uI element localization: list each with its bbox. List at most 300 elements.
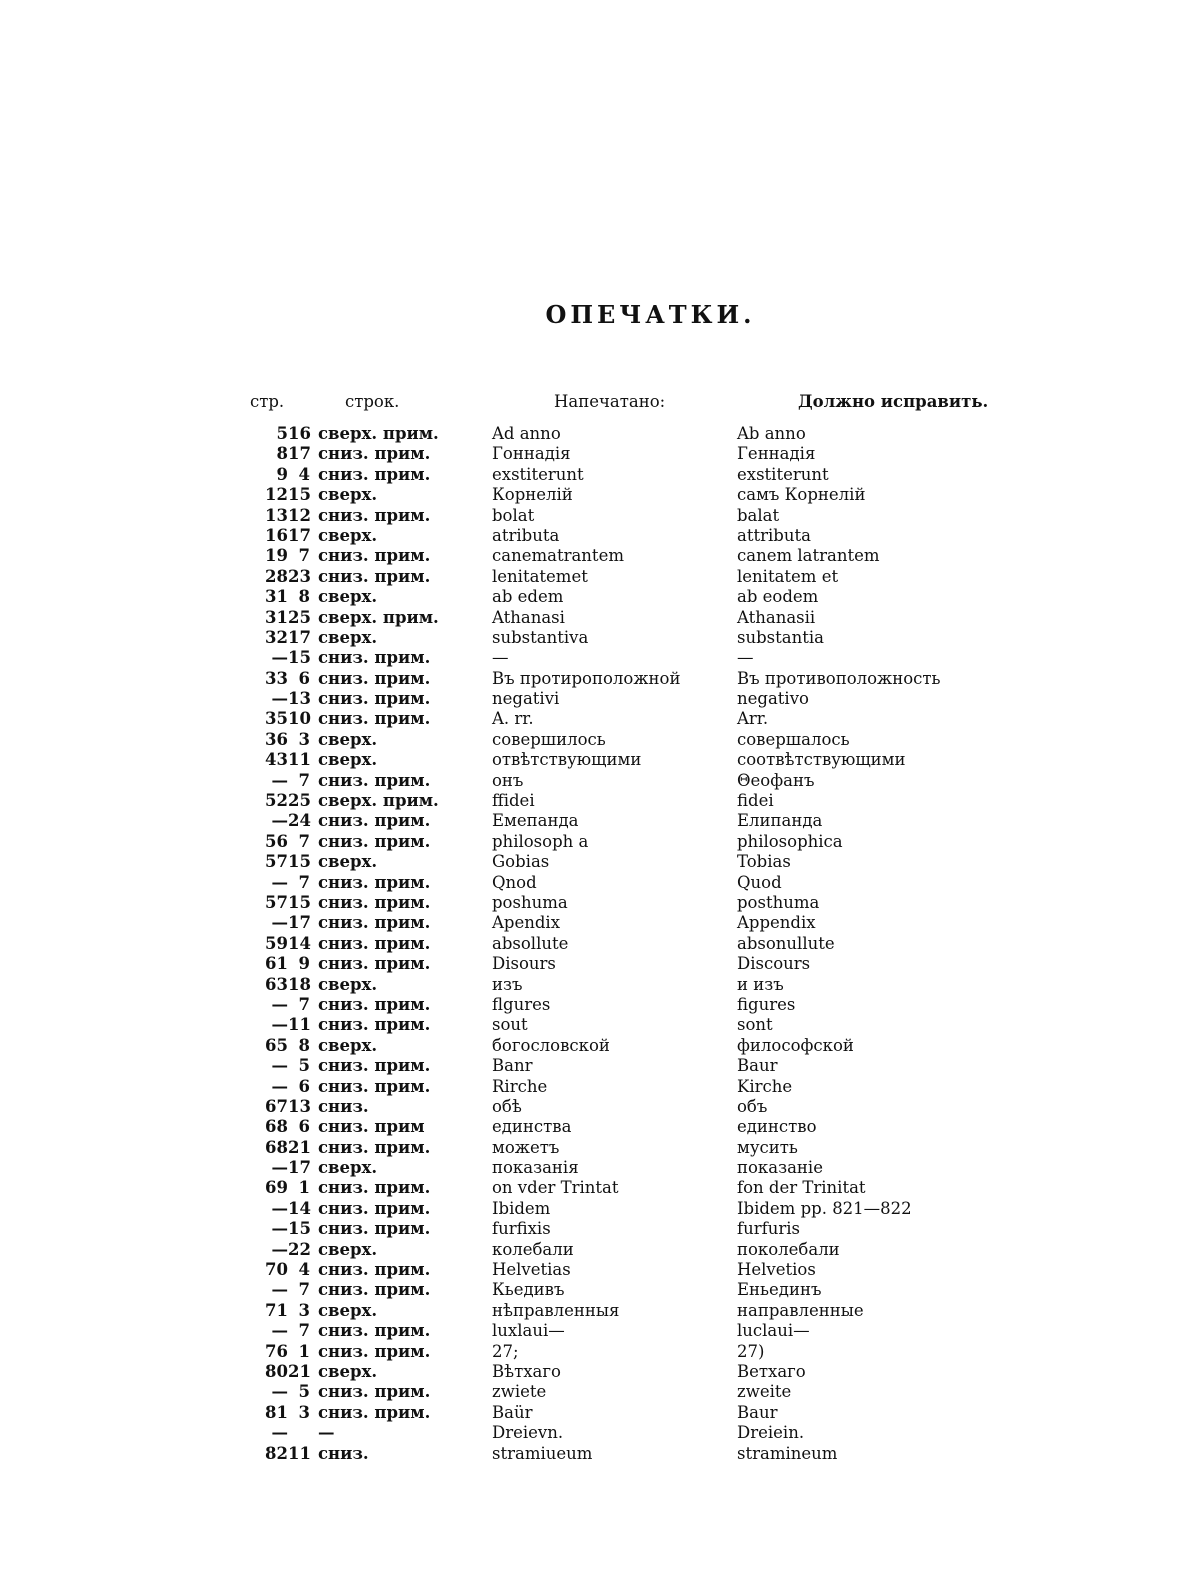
cell-line-position: сниз. прим. — [318, 892, 431, 912]
header-page: стр. — [250, 392, 285, 411]
cell-correction: furfuris — [737, 1219, 800, 1239]
table-row — [240, 934, 1000, 954]
cell-printed: Ad anno — [492, 424, 561, 443]
cell-line-number: 15 — [288, 852, 311, 872]
table-row — [240, 791, 1000, 811]
table-row — [240, 750, 1000, 770]
table-row — [240, 1301, 1000, 1321]
cell-line-position: сверх. — [318, 750, 378, 770]
cell-line-position: сниз. прим. — [318, 811, 431, 831]
cell-printed: Гоннадія — [492, 444, 571, 464]
cell-line-position: сниз. прим. — [318, 709, 431, 729]
table-row — [240, 893, 1000, 913]
cell-line-position: сниз. прим. — [318, 1178, 431, 1198]
cell-line-position: сниз. прим. — [318, 546, 431, 566]
cell-printed: богословской — [492, 1035, 610, 1055]
cell-correction: Baur — [737, 1056, 778, 1076]
cell-printed: 27; — [492, 1341, 519, 1361]
table-row — [240, 1423, 1000, 1443]
cell-correction: zweite — [737, 1382, 792, 1402]
cell-line-number: 21 — [288, 1137, 311, 1157]
table-row — [240, 811, 1000, 831]
cell-printed: Qnod — [492, 872, 537, 892]
cell-line-number: 18 — [288, 974, 311, 994]
cell-page: — — [271, 811, 288, 831]
cell-printed: колебали — [492, 1239, 574, 1259]
cell-page: 65 — [265, 1035, 288, 1055]
table-body — [240, 424, 1000, 1464]
cell-line-position: сниз. прим. — [318, 444, 431, 464]
cell-correction: направленные — [737, 1300, 864, 1320]
table-row — [240, 608, 1000, 628]
cell-line-position: сверх. — [318, 587, 378, 607]
header-printed: Напечатано: — [554, 392, 666, 411]
header-line: строк. — [345, 392, 400, 411]
cell-line-number: 3 — [298, 1300, 310, 1320]
cell-line-number: 25 — [288, 607, 311, 627]
cell-correction: Dreiein. — [737, 1423, 805, 1443]
table-row — [240, 852, 1000, 872]
cell-line-position: сниз. прим. — [318, 954, 431, 974]
cell-page: — — [271, 994, 288, 1014]
cell-printed: A. rr. — [492, 709, 534, 729]
cell-correction: Tobias — [737, 852, 791, 872]
cell-correction: — — [737, 648, 754, 668]
cell-line-number: 7 — [298, 872, 310, 892]
cell-line-position: сниз. прим. — [318, 505, 431, 525]
cell-line-number: 4 — [298, 1260, 310, 1280]
table-row — [240, 913, 1000, 933]
cell-line-number: 13 — [288, 689, 311, 709]
cell-printed: exstiterunt — [492, 464, 584, 484]
cell-line-position: сверх. — [318, 1361, 378, 1381]
header-correct: Должно исправить. — [798, 392, 989, 411]
cell-line-position: сниз. прим. — [318, 668, 431, 688]
cell-line-position: сниз. прим. — [318, 648, 431, 668]
table-row — [240, 1342, 1000, 1362]
cell-correction: Baur — [737, 1402, 778, 1422]
cell-printed: canematrantem — [492, 546, 624, 566]
cell-page: 36 — [265, 729, 288, 749]
cell-line-position: сниз. прим. — [318, 566, 431, 586]
table-row — [240, 648, 1000, 668]
cell-line-number: 4 — [298, 464, 310, 484]
cell-page: — — [271, 1198, 288, 1218]
cell-printed: flgures — [492, 994, 551, 1014]
cell-page: 28 — [265, 566, 288, 586]
cell-line-position: сниз. прим. — [318, 1137, 431, 1157]
cell-printed: Ibidem — [492, 1198, 551, 1218]
table-row — [240, 567, 1000, 587]
cell-page: 5 — [276, 424, 288, 443]
cell-correction: exstiterunt — [737, 464, 829, 484]
cell-correction: Ibidem pp. 821—822 — [737, 1198, 912, 1218]
cell-page: 63 — [265, 974, 288, 994]
cell-correction: Въ противоположность — [737, 668, 941, 688]
cell-printed: обѣ — [492, 1096, 522, 1116]
table-row — [240, 444, 1000, 464]
table-row — [240, 424, 1000, 444]
cell-page: — — [271, 1219, 288, 1239]
cell-page: 32 — [265, 627, 288, 647]
cell-correction: единство — [737, 1117, 817, 1137]
cell-page: 43 — [265, 750, 288, 770]
cell-page: 19 — [265, 546, 288, 566]
cell-line-number: 17 — [288, 627, 311, 647]
cell-printed: изъ — [492, 974, 523, 994]
cell-line-position: сниз. прим. — [318, 872, 431, 892]
cell-correction: философской — [737, 1035, 854, 1055]
cell-correction: мусить — [737, 1137, 798, 1157]
cell-printed: показанія — [492, 1158, 579, 1178]
cell-line-number: 25 — [288, 791, 311, 811]
cell-correction: sont — [737, 1015, 773, 1035]
cell-line-number: 23 — [288, 566, 311, 586]
cell-line-position: сниз. прим. — [318, 1076, 431, 1096]
cell-line-position: сниз. прим. — [318, 770, 431, 790]
table-row — [240, 873, 1000, 893]
cell-page: — — [271, 770, 288, 790]
cell-line-position: сниз. прим. — [318, 1341, 431, 1361]
cell-printed: lenitatemet — [492, 566, 588, 586]
cell-page: 57 — [265, 892, 288, 912]
cell-line-number: 5 — [298, 1382, 310, 1402]
cell-printed: luxlaui— — [492, 1321, 565, 1341]
cell-line-position: сниз. — [318, 1096, 369, 1116]
cell-printed: Кьедивъ — [492, 1280, 565, 1300]
table-row — [240, 546, 1000, 566]
cell-line-number: 3 — [298, 729, 310, 749]
cell-line-number: 7 — [298, 1321, 310, 1341]
cell-page: 9 — [276, 464, 288, 484]
cell-page: 8 — [276, 444, 288, 464]
cell-line-position: сниз. прим. — [318, 994, 431, 1014]
cell-line-number: 11 — [288, 1443, 311, 1463]
cell-page: 35 — [265, 709, 288, 729]
cell-line-position: сниз. прим. — [318, 1280, 431, 1300]
cell-line-number: 15 — [288, 485, 311, 505]
cell-correction: совершалось — [737, 729, 850, 749]
cell-page: 59 — [265, 933, 288, 953]
cell-line-position: сниз. прим. — [318, 1219, 431, 1239]
cell-page: 80 — [265, 1361, 288, 1381]
cell-line-number: 24 — [288, 811, 311, 831]
cell-line-number: 11 — [288, 1015, 311, 1035]
cell-page: 52 — [265, 791, 288, 811]
cell-correction: Геннадія — [737, 444, 816, 464]
cell-page: 68 — [265, 1137, 288, 1157]
cell-line-position: сверх. прим. — [318, 424, 439, 443]
cell-line-number: 3 — [298, 1402, 310, 1422]
cell-line-position: сниз. прим. — [318, 1056, 431, 1076]
table-row — [240, 1077, 1000, 1097]
cell-line-position: сниз. прим. — [318, 464, 431, 484]
table-row — [240, 1382, 1000, 1402]
table-row — [240, 587, 1000, 607]
cell-page: — — [271, 1158, 288, 1178]
cell-correction: attributa — [737, 525, 811, 545]
cell-page: 16 — [265, 525, 288, 545]
table-row — [240, 730, 1000, 750]
cell-correction: показаніе — [737, 1158, 823, 1178]
cell-page: 70 — [265, 1260, 288, 1280]
table-row — [240, 771, 1000, 791]
cell-correction: Ветхаго — [737, 1361, 806, 1381]
cell-line-number: 7 — [298, 770, 310, 790]
table-row — [240, 1158, 1000, 1178]
cell-line-position: сниз. прим. — [318, 831, 431, 851]
cell-line-number: 1 — [298, 1341, 310, 1361]
cell-correction: canem latrantem — [737, 546, 880, 566]
cell-line-number: 15 — [288, 648, 311, 668]
cell-page: 69 — [265, 1178, 288, 1198]
cell-line-number: 13 — [288, 1096, 311, 1116]
table-row — [240, 1219, 1000, 1239]
cell-printed: furfixis — [492, 1219, 551, 1239]
table-row — [240, 709, 1000, 729]
cell-line-position: сниз. — [318, 1443, 369, 1463]
table-row — [240, 628, 1000, 648]
cell-printed: philosoph a — [492, 831, 589, 851]
cell-line-number: 17 — [288, 444, 311, 464]
cell-correction: figures — [737, 994, 796, 1014]
cell-correction: Discours — [737, 954, 811, 974]
cell-correction: posthuma — [737, 892, 820, 912]
cell-line-number: 15 — [288, 892, 311, 912]
cell-page: 12 — [265, 485, 288, 505]
page-title: ОПЕЧАТКИ. — [545, 300, 756, 329]
cell-printed: poshuma — [492, 892, 568, 912]
cell-printed: Baür — [492, 1402, 533, 1422]
cell-line-number: 11 — [288, 750, 311, 770]
cell-correction: Еньединъ — [737, 1280, 822, 1300]
cell-line-position: сниз. прим. — [318, 1382, 431, 1402]
cell-page: 82 — [265, 1443, 288, 1463]
table-row — [240, 689, 1000, 709]
cell-page: 56 — [265, 831, 288, 851]
table-row — [240, 1097, 1000, 1117]
cell-line-position: — — [318, 1423, 335, 1443]
cell-line-position: сниз. прим. — [318, 689, 431, 709]
cell-printed: Disours — [492, 954, 556, 974]
cell-page: 57 — [265, 852, 288, 872]
cell-page: 13 — [265, 505, 288, 525]
table-row — [240, 1240, 1000, 1260]
cell-line-position: сверх. — [318, 729, 378, 749]
cell-correction: philosophica — [737, 831, 843, 851]
cell-line-number: 5 — [298, 1056, 310, 1076]
cell-printed: онъ — [492, 770, 524, 790]
cell-line-number: 16 — [288, 424, 311, 443]
cell-printed: bolat — [492, 505, 535, 525]
cell-line-position: сверх. прим. — [318, 791, 439, 811]
table-row — [240, 1199, 1000, 1219]
cell-page: — — [271, 1280, 288, 1300]
cell-page: — — [271, 872, 288, 892]
cell-correction: luclaui— — [737, 1321, 810, 1341]
cell-line-number: 8 — [298, 1035, 310, 1055]
cell-correction: lenitatem et — [737, 566, 839, 586]
cell-line-position: сверх. — [318, 1300, 378, 1320]
cell-line-position: сниз. прим. — [318, 1321, 431, 1341]
cell-page: 31 — [265, 587, 288, 607]
cell-page: — — [271, 1056, 288, 1076]
cell-line-position: сниз. прим. — [318, 1015, 431, 1035]
cell-line-position: сверх. — [318, 974, 378, 994]
cell-correction: Елипанда — [737, 811, 823, 831]
cell-printed: zwiete — [492, 1382, 547, 1402]
cell-correction: Kirche — [737, 1076, 793, 1096]
cell-page: — — [271, 1015, 288, 1035]
cell-printed: единства — [492, 1117, 572, 1137]
cell-correction: Appendix — [737, 913, 816, 933]
cell-line-position: сверх. — [318, 485, 378, 505]
cell-printed: substantiva — [492, 627, 589, 647]
table-row — [240, 1178, 1000, 1198]
cell-printed: absollute — [492, 933, 569, 953]
cell-line-number: 21 — [288, 1361, 311, 1381]
cell-correction: Arr. — [737, 709, 769, 729]
table-row — [240, 1036, 1000, 1056]
table-row — [240, 506, 1000, 526]
table-row — [240, 1362, 1000, 1382]
cell-line-number: 14 — [288, 1198, 311, 1218]
cell-page: — — [271, 1239, 288, 1259]
cell-line-number: 15 — [288, 1219, 311, 1239]
table-header — [240, 392, 1000, 424]
table-row — [240, 1260, 1000, 1280]
cell-line-position: сверх. — [318, 1035, 378, 1055]
table-row — [240, 1280, 1000, 1300]
cell-correction: stramineum — [737, 1443, 838, 1463]
cell-correction: negativo — [737, 689, 809, 709]
table-row — [240, 975, 1000, 995]
cell-printed: stramiueum — [492, 1443, 593, 1463]
table-row — [240, 485, 1000, 505]
cell-correction: balat — [737, 505, 780, 525]
cell-correction: ab eodem — [737, 587, 819, 607]
cell-correction: Quod — [737, 872, 782, 892]
table-row — [240, 954, 1000, 974]
cell-line-number: 1 — [298, 1178, 310, 1198]
cell-page: 61 — [265, 954, 288, 974]
cell-line-number: 17 — [288, 913, 311, 933]
cell-printed: ffidei — [492, 791, 535, 811]
cell-line-position: сниз. прим. — [318, 1198, 431, 1218]
cell-printed: можетъ — [492, 1137, 560, 1157]
table-row — [240, 1015, 1000, 1035]
cell-page: 33 — [265, 668, 288, 688]
cell-line-position: сниз. прим. — [318, 933, 431, 953]
cell-printed: Athanasi — [492, 607, 565, 627]
cell-line-position: сниз. прим. — [318, 1402, 431, 1422]
table-row — [240, 832, 1000, 852]
cell-correction: самъ Корнелій — [737, 485, 866, 505]
cell-line-position: сверх. — [318, 627, 378, 647]
table-row — [240, 1138, 1000, 1158]
cell-printed: Gobias — [492, 852, 550, 872]
cell-correction: absonullute — [737, 933, 835, 953]
cell-printed: Banr — [492, 1056, 533, 1076]
cell-correction: Ab anno — [737, 424, 806, 443]
cell-page: 76 — [265, 1341, 288, 1361]
cell-page: — — [271, 1423, 288, 1443]
cell-line-number: 14 — [288, 933, 311, 953]
cell-correction: Helvetios — [737, 1260, 816, 1280]
cell-page: — — [271, 689, 288, 709]
cell-line-number: 7 — [298, 1280, 310, 1300]
cell-line-position: сверх. прим. — [318, 607, 439, 627]
cell-page: — — [271, 1321, 288, 1341]
cell-line-number: 6 — [298, 668, 310, 688]
cell-printed: — — [492, 648, 509, 668]
cell-page: — — [271, 1382, 288, 1402]
cell-printed: Apendix — [492, 913, 561, 933]
cell-correction: fidei — [737, 791, 774, 811]
cell-printed: Въ протироположной — [492, 668, 681, 688]
cell-correction: 27) — [737, 1341, 765, 1361]
cell-line-number: 10 — [288, 709, 311, 729]
cell-page: 31 — [265, 607, 288, 627]
table-row — [240, 995, 1000, 1015]
cell-line-position: сниз. прим. — [318, 1260, 431, 1280]
cell-printed: sout — [492, 1015, 528, 1035]
cell-correction: fon der Trinitat — [737, 1178, 866, 1198]
table-row — [240, 1444, 1000, 1464]
cell-line-number: 7 — [298, 546, 310, 566]
cell-correction: соотвѣтствующими — [737, 750, 906, 770]
cell-line-position: сниз. прим. — [318, 913, 431, 933]
cell-line-number: 7 — [298, 994, 310, 1014]
cell-line-number: 7 — [298, 831, 310, 851]
cell-correction: и изъ — [737, 974, 784, 994]
cell-correction: Θеофанъ — [737, 770, 815, 790]
cell-line-number: 9 — [298, 954, 310, 974]
cell-correction: substantia — [737, 627, 824, 647]
cell-line-position: сверх. — [318, 1158, 378, 1178]
table-row — [240, 526, 1000, 546]
table-row — [240, 465, 1000, 485]
table-row — [240, 1321, 1000, 1341]
cell-line-number: 22 — [288, 1239, 311, 1259]
cell-line-position: сверх. — [318, 525, 378, 545]
cell-line-position: сверх. — [318, 1239, 378, 1259]
cell-printed: Rirche — [492, 1076, 548, 1096]
cell-line-position: сверх. — [318, 852, 378, 872]
table-row — [240, 1403, 1000, 1423]
cell-page: 81 — [265, 1402, 288, 1422]
cell-page: — — [271, 648, 288, 668]
cell-correction: Athanasii — [737, 607, 816, 627]
cell-printed: отвѣтствующими — [492, 750, 642, 770]
cell-line-number: 6 — [298, 1117, 310, 1137]
cell-page: 67 — [265, 1096, 288, 1116]
cell-page: 68 — [265, 1117, 288, 1137]
cell-printed: Helvetias — [492, 1260, 571, 1280]
cell-printed: нѣправленныя — [492, 1300, 620, 1320]
cell-printed: Емепанда — [492, 811, 579, 831]
table-row — [240, 1056, 1000, 1076]
errata-table — [240, 392, 1000, 1464]
cell-printed: Dreievn. — [492, 1423, 564, 1443]
cell-printed: ab edem — [492, 587, 564, 607]
cell-printed: Вѣтхаго — [492, 1361, 561, 1381]
cell-printed: negativi — [492, 689, 560, 709]
table-row — [240, 1117, 1000, 1137]
cell-printed: совершилось — [492, 729, 606, 749]
table-row — [240, 669, 1000, 689]
cell-correction: объ — [737, 1096, 768, 1116]
